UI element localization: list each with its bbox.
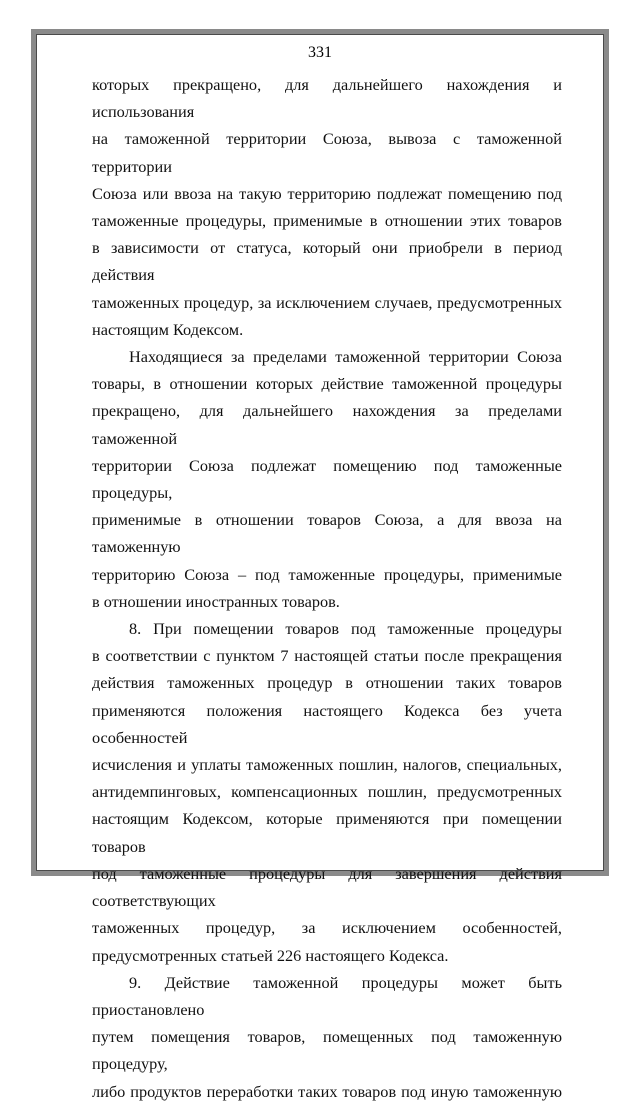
text-line: путем помещения товаров, помещенных под таможенную процедуру, — [92, 1027, 562, 1074]
text-line: Союза или ввоза на такую территорию подлежат помещению под — [92, 183, 562, 203]
text-line: территории Союза подлежат помещению под таможенные процедуры, — [92, 455, 562, 503]
text-line: применяются положения настоящего Кодекса без учета особенностей — [92, 700, 562, 747]
text-line: таможенных процедур, за исключением случаев, предусмотренных — [92, 292, 562, 312]
paragraph — [92, 615, 562, 969]
text-line: предусмотренных статьей 226 настоящего Кодекса. — [92, 945, 449, 965]
document-body — [92, 71, 562, 1105]
text-line: Находящиеся за пределами таможенной территории Союза — [129, 347, 562, 367]
text-line: применимые в отношении товаров Союза, а для ввоза на таможенную — [92, 510, 562, 557]
page-number: 331 — [308, 44, 332, 61]
text-line: под таможенные процедуры для завершения действия соответствующих — [92, 863, 562, 911]
text-line: настоящим Кодексом. — [92, 319, 244, 339]
text-line: на таможенной территории Союза, вывоза с таможенной территории — [92, 129, 562, 176]
text-line: 9. Действие таможенной процедуры может быть приостановлено — [92, 972, 562, 1019]
text-line: антидемпинговых, компенсационных пошлин, предусмотренных — [92, 782, 562, 802]
text-line: в зависимости от статуса, который они приобрели в период действия — [92, 238, 562, 285]
paragraph — [92, 343, 562, 615]
text-line: в соответствии с пунктом 7 настоящей статьи после прекращения — [92, 646, 562, 666]
text-line: территорию Союза – под таможенные процедуры, применимые — [92, 564, 562, 584]
paragraph — [92, 71, 562, 343]
text-line: прекращено, для дальнейшего нахождения за пределами таможенной — [92, 401, 562, 448]
text-line: действия таможенных процедур в отношении таких товаров — [92, 673, 562, 693]
text-line: таможенных процедур, за исключением особенностей, — [92, 918, 562, 938]
text-line: товары, в отношении которых действие таможенной процедуры — [92, 374, 562, 394]
paragraph — [92, 969, 562, 1105]
page-frame — [31, 29, 609, 1101]
text-line: которых прекращено, для дальнейшего нахождения и использования — [92, 75, 562, 122]
text-line: настоящим Кодексом, которые применяются при помещении товаров — [92, 809, 562, 856]
text-line: в отношении иностранных товаров. — [92, 591, 340, 611]
text-line: либо продуктов переработки таких товаров под иную таможенную — [92, 1081, 562, 1101]
text-line: таможенные процедуры, применимые в отношении этих товаров — [92, 211, 562, 231]
text-line: исчисления и уплаты таможенных пошлин, налогов, специальных, — [92, 755, 562, 775]
text-line: 8. При помещении товаров под таможенные процедуры — [129, 619, 562, 639]
